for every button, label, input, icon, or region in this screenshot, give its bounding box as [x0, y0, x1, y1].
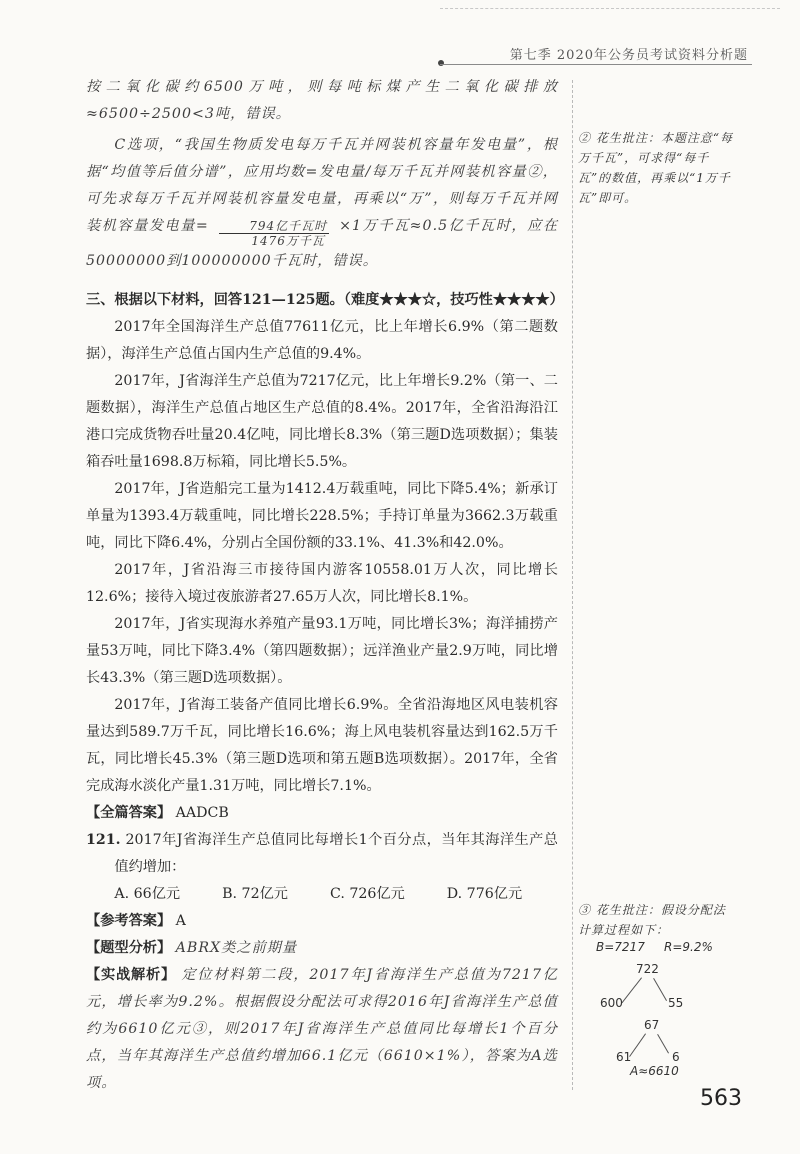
- fraction-denominator: 1476万千瓦: [251, 234, 325, 248]
- question-type-value: ABRX类之前期量: [175, 940, 298, 956]
- section-title: 三、根据以下材料，回答121—125题。（难度★★★☆，技巧性★★★★）: [86, 292, 564, 308]
- tree-node-55: 55: [668, 996, 684, 1010]
- material-paragraph-4: 2017年，J省沿海三市接待国内游客10558.01万人次，同比增长12.6%；接待入境过夜旅游者27.65万人次，同比增长8.1%。: [86, 562, 558, 605]
- allocation-tree: [596, 940, 736, 1078]
- material-paragraph-3: 2017年，J省造船完工量为1412.4万载重吨，同比下降5.4%；新承订单量为1393.4万载重吨，同比增长228.5%；手持订单量为3662.3万载重吨，同比下降6.4%，分别占全国份额的33.1%、41.3%和42.0%。: [86, 481, 558, 551]
- answer-options: [86, 881, 558, 908]
- option-c: C. 726亿元: [329, 886, 405, 902]
- tree-branch: [622, 977, 642, 1003]
- tree-node-600: 600: [600, 996, 623, 1010]
- tree-node-6: 6: [672, 1050, 680, 1064]
- material-paragraph-1: 2017年全国海洋生产总值77611亿元，比上年增长6.9%（第二题数据），海洋生产总值占国内生产总值的9.4%。: [86, 319, 558, 362]
- solution-text: 定位材料第二段，2017年J省海洋生产总值为7217亿元，增长率为9.2%。根据假设分配法可求得2016年J省海洋生产总值约为6610亿元③，则2017年J省海洋生产总值同比每增长1个百分点，当年其海洋生产总值约增加66.1亿元（6610×1%），答案为A选项。: [86, 967, 558, 1091]
- tree-branch: [629, 1033, 646, 1057]
- tree-node-722: 722: [636, 962, 659, 976]
- reference-answer-label: 【参考答案】: [86, 913, 172, 929]
- full-answers: [86, 800, 558, 827]
- running-header: 第七季 2020年公务员考试资料分析题: [509, 48, 748, 63]
- main-text-column: [86, 74, 564, 1097]
- question-type-label: 【题型分析】: [86, 940, 172, 956]
- tree-branch: [653, 978, 667, 1001]
- tree-b-value: B=7217: [596, 940, 645, 954]
- tree-r-value: R=9.2%: [664, 940, 713, 954]
- tree-a-value: A≈6610: [630, 1064, 679, 1078]
- solution-label: 【实战解析】: [86, 967, 177, 983]
- page-number: 563: [700, 1086, 742, 1111]
- option-d: D. 776亿元: [446, 886, 523, 902]
- tree-node-67: 67: [644, 1018, 660, 1032]
- material-paragraph-5: 2017年，J省实现海水养殖产量93.1万吨，同比增长3%；海洋捕捞产量53万吨，同比下降3.4%（第四题数据）；远洋渔业产量2.9万吨，同比增长43.3%（第三题D选项数据）。: [86, 616, 558, 686]
- solution: [86, 962, 558, 1097]
- full-answers-value: AADCB: [175, 805, 229, 821]
- question-121: [86, 827, 558, 881]
- option-b: B. 72亿元: [222, 886, 288, 902]
- option-a: A. 66亿元: [114, 886, 181, 902]
- question-text: 2017年J省海洋生产总值同比每增长1个百分点，当年其海洋生产总值约增加：: [114, 832, 558, 875]
- tree-branch: [657, 1034, 669, 1054]
- paragraph-option-c: [86, 132, 558, 275]
- option-c-text-b: ×1万千瓦≈0.5亿千瓦时，应在50000000到100000000千瓦时，错误。: [86, 218, 559, 269]
- margin-divider: [572, 80, 573, 1090]
- paragraph-intro: 按二氧化碳约6500万吨，则每吨标煤产生二氧化碳排放≈6500÷2500<3吨，错误。: [86, 79, 558, 122]
- header-rule: [440, 64, 752, 65]
- full-answers-label: 【全篇答案】: [86, 805, 172, 821]
- side-note-2: ③ 花生批注：假设分配法计算过程如下：: [578, 903, 726, 937]
- reference-answer: [86, 908, 558, 935]
- material-paragraph-2: 2017年，J省海洋生产总值为7217亿元，比上年增长9.2%（第一、二题数据），海洋生产总值占地区生产总值的8.4%。2017年，全省沿海沿江港口完成货物吞吐量20.4亿吨，同比增长8.3%（第三题D选项数据）；集装箱吞吐量1698.8万标箱，同比增长5.5%。: [86, 373, 558, 470]
- side-note-1: ② 花生批注：本题注意“每万千瓦”，可求得“每千瓦”的数值，再乘以“1万千瓦”即可。: [578, 131, 733, 205]
- reference-answer-value: A: [175, 913, 186, 929]
- header-bullet: [438, 60, 444, 66]
- fraction-numerator: 794亿千瓦时: [219, 219, 329, 234]
- fraction: [219, 219, 329, 248]
- question-number: 121.: [86, 832, 121, 848]
- top-dashed-rule: [440, 8, 780, 9]
- tree-node-61: 61: [616, 1050, 632, 1064]
- option-c-text-a: C选项，“我国生物质发电每万千瓦并网装机容量年发电量”，根据“均值等后值分谱”，应用均数=发电量/每万千瓦并网装机容量②，可先求每万千瓦并网装机容量发电量，再乘以“万”，则每万千瓦并网装机容量发电量=: [86, 137, 558, 234]
- material-paragraph-6: 2017年，J省海工装备产值同比增长6.9%。全省沿海地区风电装机容量达到589.7万千瓦，同比增长16.6%；海上风电装机容量达到162.5万千瓦，同比增长45.3%（第三题D选项和第五题B选项数据）。2017年，全省完成海水淡化产量1.31万吨，同比增长7.1%。: [86, 697, 558, 794]
- question-type: [86, 935, 558, 962]
